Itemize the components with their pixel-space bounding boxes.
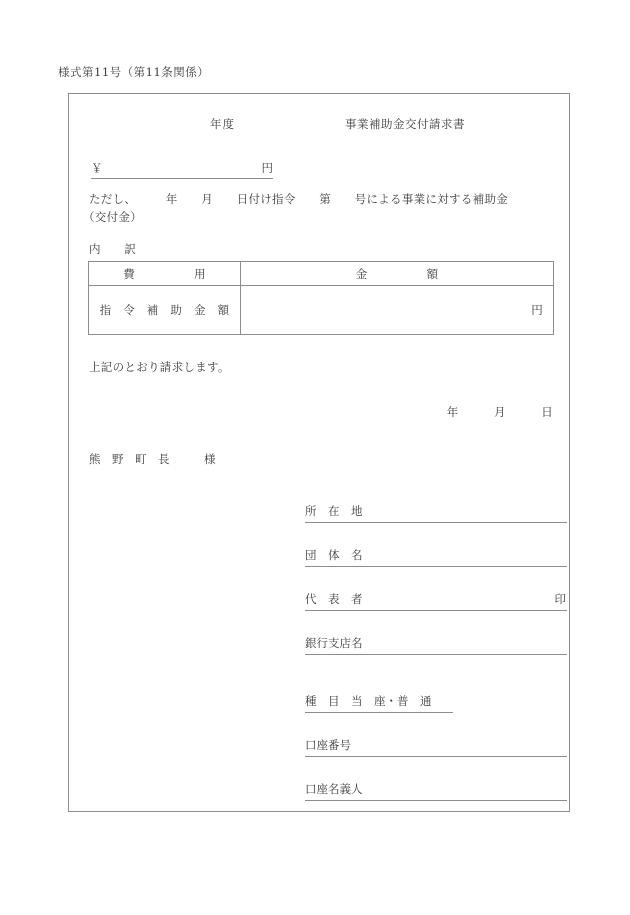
total-amount-field[interactable] <box>91 160 273 179</box>
fiscal-year-label: 年度 <box>210 117 235 131</box>
proviso-line-1: ただし、 年 月 日付け指令 第 号による事業に対する補助金 <box>89 192 509 206</box>
breakdown-label: 内 訳 <box>89 242 137 256</box>
amount-unit-text: 円 <box>531 303 543 317</box>
field-address[interactable] <box>305 494 567 523</box>
field-representative-label: 代 表 者 <box>305 592 363 606</box>
addressee-line: 熊 野 町 長 様 <box>89 452 216 466</box>
field-organization-name[interactable] <box>305 538 567 567</box>
field-bank-branch[interactable] <box>305 626 567 655</box>
yen-symbol: ￥ <box>91 161 103 175</box>
field-organization-name-label: 団 体 名 <box>305 548 363 562</box>
expense-name-text: 指 令 補 助 金 額 <box>99 303 230 317</box>
form-sheet <box>68 93 570 812</box>
breakdown-table <box>88 261 554 335</box>
field-account-type-label: 種 目 当 座・普 通 <box>305 694 432 708</box>
field-bank-branch-label: 銀行支店名 <box>305 636 363 650</box>
proviso-line-2: （交付金） <box>83 210 142 224</box>
signature-block <box>305 494 567 816</box>
field-address-label: 所 在 地 <box>305 504 363 518</box>
seal-mark: 印 <box>554 592 566 606</box>
form-number-header: 様式第11号（第11条関係） <box>58 65 210 79</box>
title-row <box>69 116 569 134</box>
column-header-expense: 費 用 <box>89 262 241 286</box>
claim-statement: 上記のとおり請求します。 <box>89 360 230 374</box>
cell-amount-value[interactable] <box>241 286 554 335</box>
yen-unit-label: 円 <box>261 161 273 175</box>
column-header-amount: 金 額 <box>241 262 554 286</box>
table-row <box>89 286 554 335</box>
field-representative[interactable] <box>305 582 567 611</box>
table-header-row <box>89 262 554 286</box>
field-account-number[interactable] <box>305 728 567 757</box>
field-account-holder[interactable] <box>305 772 567 801</box>
field-account-type[interactable] <box>305 684 453 713</box>
field-account-number-label: 口座番号 <box>305 738 351 752</box>
field-account-holder-label: 口座名義人 <box>305 782 363 796</box>
date-line: 年 月 日 <box>446 405 553 419</box>
block-spacer <box>305 670 567 684</box>
document-title: 事業補助金交付請求書 <box>345 117 465 131</box>
cell-expense-name <box>89 286 241 335</box>
